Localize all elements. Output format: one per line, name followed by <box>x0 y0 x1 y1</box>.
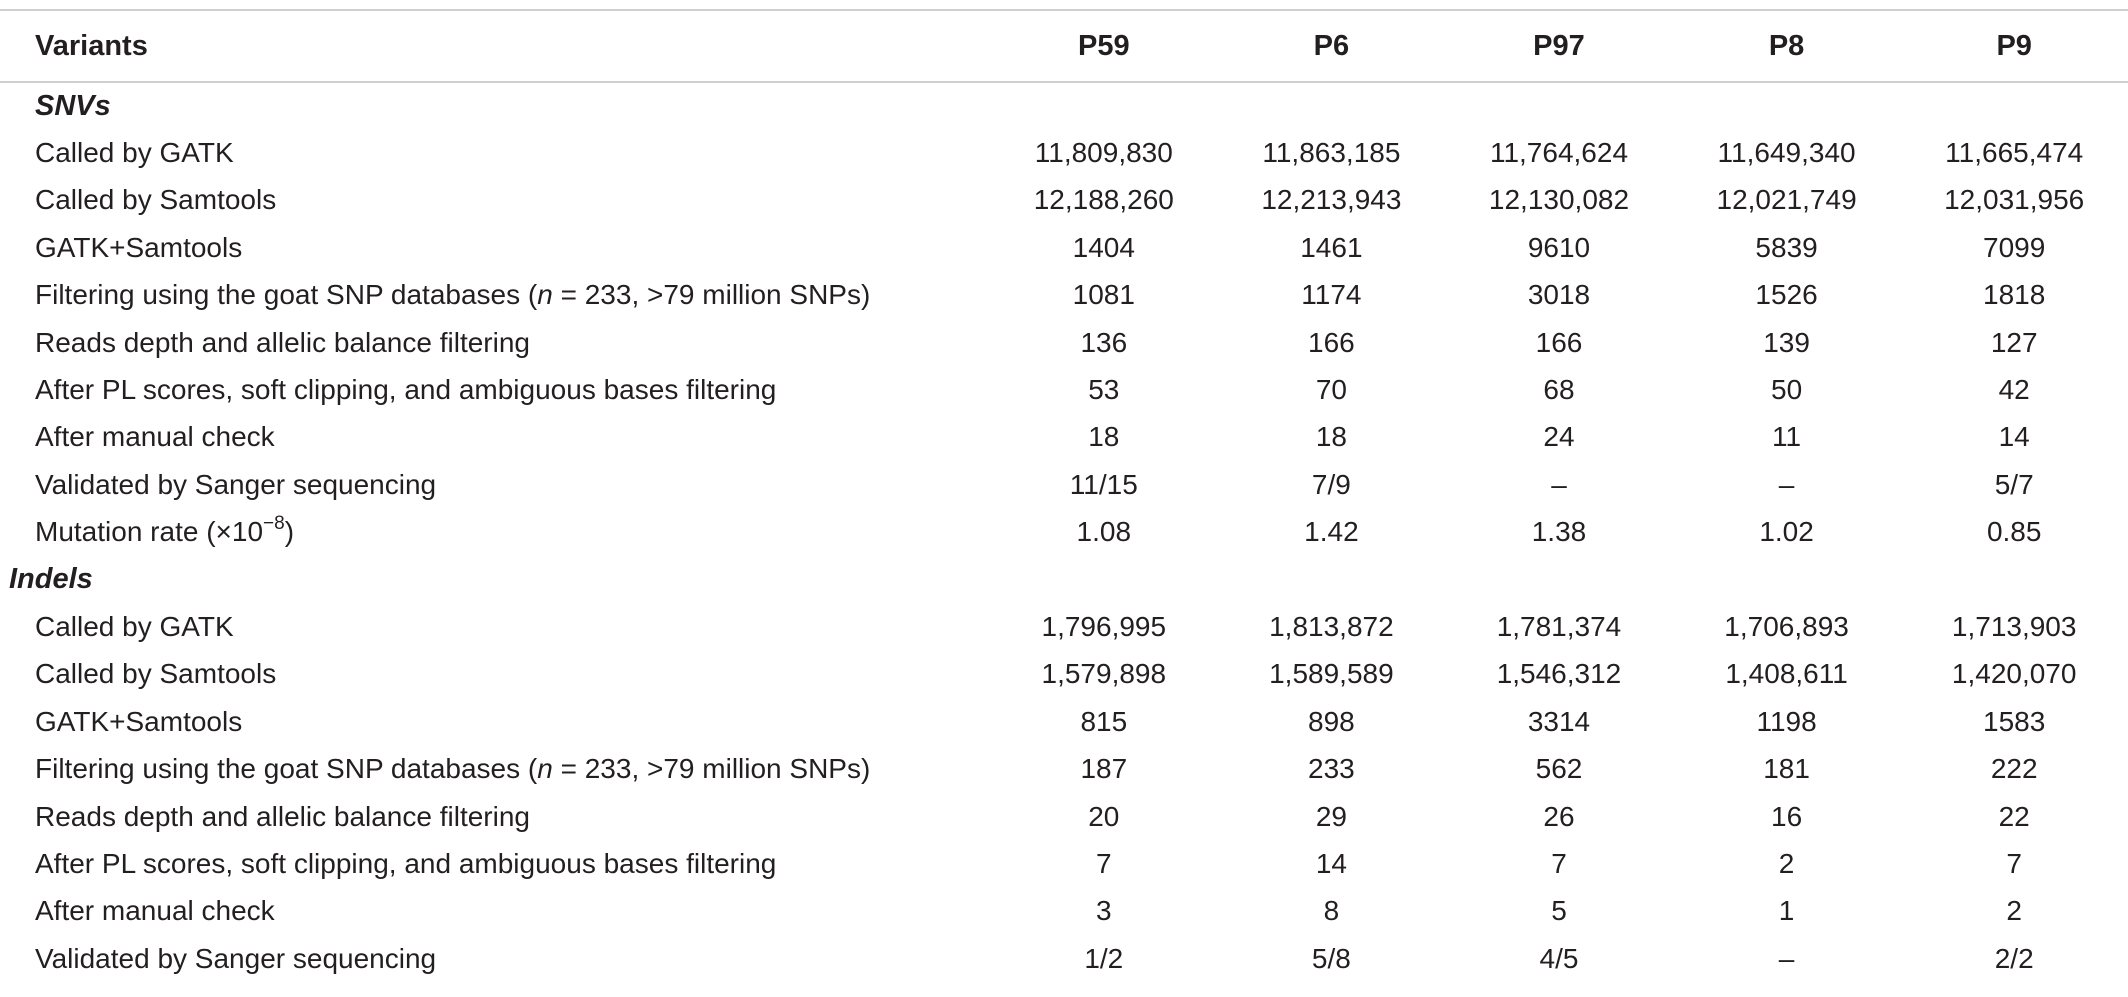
cell-p8: 11,649,340 <box>1717 137 1856 169</box>
section-indels-title: Indels <box>9 563 93 596</box>
cell-p8: 1526 <box>1755 279 1818 311</box>
cell-p97: 1,546,312 <box>1496 658 1622 690</box>
cell-p8: 139 <box>1763 326 1810 358</box>
cell-p8: 1 <box>1778 895 1795 927</box>
cell-p9: 7 <box>2006 847 2022 879</box>
cell-p9: 127 <box>1990 326 2038 358</box>
cell-p97: 26 <box>1543 800 1575 832</box>
row-label: Called by GATK <box>35 610 234 642</box>
cell-p9: 12,031,956 <box>1944 184 2085 216</box>
table-row <box>0 461 2128 508</box>
row-label: Called by GATK <box>35 137 234 169</box>
cell-p97: 68 <box>1543 374 1575 406</box>
cell-p6: 11,863,185 <box>1262 137 1401 169</box>
cell-p8: 50 <box>1771 374 1803 406</box>
row-label-post: ) <box>284 516 295 548</box>
row-label-pre: Filtering using the goat SNP databases ( <box>35 279 538 311</box>
row-label-sup: −8 <box>263 513 285 535</box>
row-label: Reads depth and allelic balance filtering <box>35 800 530 832</box>
cell-p6: 12,213,943 <box>1261 184 1402 216</box>
cell-p8: 2 <box>1778 847 1795 879</box>
cell-p9: 1,420,070 <box>1951 658 2077 690</box>
cell-p97: 11,764,624 <box>1489 137 1629 169</box>
variants-table <box>0 9 2128 982</box>
table-row <box>0 840 2128 887</box>
cell-p97: 5 <box>1551 895 1567 927</box>
row-label: After PL scores, soft clipping, and ambiguous bases filtering <box>35 374 777 406</box>
cell-p6: 233 <box>1308 753 1355 785</box>
section-snvs-row <box>0 82 2128 129</box>
header-variants: Variants <box>35 29 148 62</box>
cell-p97: 3018 <box>1527 279 1591 311</box>
cell-p97: 24 <box>1543 421 1575 453</box>
cell-p8: 16 <box>1771 800 1803 832</box>
row-label <box>0 509 990 556</box>
cell-p97: – <box>1551 468 1567 500</box>
cell-p6: 1174 <box>1301 279 1362 311</box>
header-p6: P6 <box>1313 29 1350 62</box>
cell-p9: 11,665,474 <box>1945 137 2084 169</box>
cell-p6: 29 <box>1315 800 1347 832</box>
cell-p97: 562 <box>1535 753 1583 785</box>
cell-p97: 12,130,082 <box>1488 184 1630 216</box>
row-label-n: n <box>537 279 553 311</box>
cell-p6: 8 <box>1323 895 1340 927</box>
table-row <box>0 129 2128 176</box>
cell-p8: 1198 <box>1756 705 1817 737</box>
cell-p59: 1/2 <box>1084 942 1124 974</box>
row-label-post: = 233, >79 million SNPs) <box>552 753 871 785</box>
cell-p8: – <box>1778 942 1795 974</box>
cell-p8: 1.02 <box>1759 516 1814 548</box>
header-p8: P8 <box>1768 29 1805 62</box>
cell-p9: 2 <box>2006 895 2022 927</box>
cell-p6: 18 <box>1315 421 1347 453</box>
cell-p8: 1,706,893 <box>1724 610 1849 642</box>
cell-p8: 181 <box>1763 753 1810 785</box>
cell-p59: 20 <box>1088 800 1120 832</box>
row-label: After manual check <box>35 421 275 453</box>
cell-p6: 70 <box>1315 374 1347 406</box>
cell-p6: 898 <box>1308 705 1355 737</box>
cell-p6: 1.42 <box>1304 516 1359 548</box>
row-label: After manual check <box>35 895 275 927</box>
row-label: Reads depth and allelic balance filtering <box>35 326 530 358</box>
cell-p59: 1404 <box>1072 231 1135 263</box>
table-row <box>0 272 2128 319</box>
cell-p97: 1,781,374 <box>1496 610 1622 642</box>
cell-p97: 1.38 <box>1531 516 1587 548</box>
cell-p6: 1461 <box>1300 231 1363 263</box>
cell-p59: 1,796,995 <box>1041 610 1167 642</box>
cell-p59: 18 <box>1088 421 1120 453</box>
row-label-pre: Mutation rate (×10 <box>35 516 264 548</box>
row-label: Called by Samtools <box>35 184 277 216</box>
row-label: Called by Samtools <box>35 658 277 690</box>
table-row <box>0 414 2128 461</box>
cell-p59: 3 <box>1096 895 1112 927</box>
cell-p6: 14 <box>1315 847 1347 879</box>
header-p59: P59 <box>1077 29 1130 62</box>
header-p97: P97 <box>1533 29 1585 62</box>
table-row <box>0 935 2128 982</box>
cell-p8: 11 <box>1772 421 1802 453</box>
cell-p97: 3314 <box>1527 705 1591 737</box>
cell-p9: 1583 <box>1983 705 2046 737</box>
cell-p59: 11/15 <box>1069 468 1138 500</box>
cell-p97: 166 <box>1535 326 1583 358</box>
section-indels-row <box>0 556 2128 603</box>
table-row <box>0 366 2128 413</box>
cell-p9: 2/2 <box>1994 942 2034 974</box>
cell-p59: 1081 <box>1072 279 1135 311</box>
row-label-n: n <box>537 753 553 785</box>
cell-p59: 12,188,260 <box>1033 184 1174 216</box>
cell-p8: 1,408,611 <box>1725 658 1848 690</box>
table-row <box>0 177 2128 224</box>
cell-p59: 1.08 <box>1076 516 1132 548</box>
row-label: GATK+Samtools <box>35 705 243 737</box>
cell-p8: – <box>1778 468 1795 500</box>
cell-p8: 5839 <box>1755 231 1818 263</box>
row-label-post: = 233, >79 million SNPs) <box>552 279 871 311</box>
cell-p9: 42 <box>1998 374 2030 406</box>
row-label: Validated by Sanger sequencing <box>35 942 437 974</box>
cell-p6: 5/8 <box>1311 942 1351 974</box>
header-row <box>0 10 2128 82</box>
cell-p9: 14 <box>1998 421 2030 453</box>
row-label: GATK+Samtools <box>35 231 243 263</box>
row-label: After PL scores, soft clipping, and ambiguous bases filtering <box>35 847 777 879</box>
header-p9: P9 <box>1996 29 2032 62</box>
section-snvs-title: SNVs <box>35 89 111 122</box>
cell-p9: 1,713,903 <box>1951 610 2077 642</box>
cell-p9: 222 <box>1990 753 2038 785</box>
cell-p59: 7 <box>1096 847 1112 879</box>
cell-p59: 11,809,830 <box>1034 137 1173 169</box>
row-label: Validated by Sanger sequencing <box>35 468 437 500</box>
cell-p59: 53 <box>1088 374 1120 406</box>
cell-p97: 9610 <box>1527 231 1591 263</box>
table-row <box>0 651 2128 698</box>
cell-p9: 22 <box>1998 800 2030 832</box>
table-row <box>0 509 2128 556</box>
row-label <box>0 745 990 792</box>
cell-p6: 1,813,872 <box>1269 610 1394 642</box>
cell-p6: 166 <box>1308 326 1355 358</box>
table-row <box>0 224 2128 271</box>
cell-p9: 1818 <box>1983 279 2046 311</box>
table-row <box>0 793 2128 840</box>
cell-p59: 815 <box>1080 705 1128 737</box>
cell-p97: 7 <box>1551 847 1567 879</box>
row-label <box>0 272 990 319</box>
table-row <box>0 319 2128 366</box>
cell-p59: 136 <box>1080 326 1128 358</box>
cell-p9: 0.85 <box>1986 516 2042 548</box>
cell-p9: 5/7 <box>1994 468 2034 500</box>
cell-p59: 187 <box>1080 753 1128 785</box>
row-label-pre: Filtering using the goat SNP databases ( <box>35 753 538 785</box>
table-row <box>0 745 2128 792</box>
table-row <box>0 698 2128 745</box>
table-row <box>0 603 2128 650</box>
cell-p6: 7/9 <box>1311 468 1351 500</box>
cell-p9: 7099 <box>1983 231 2046 263</box>
cell-p8: 12,021,749 <box>1716 184 1857 216</box>
cell-p97: 4/5 <box>1539 942 1579 974</box>
cell-p6: 1,589,589 <box>1269 658 1394 690</box>
cell-p59: 1,579,898 <box>1041 658 1167 690</box>
table-row <box>0 888 2128 935</box>
